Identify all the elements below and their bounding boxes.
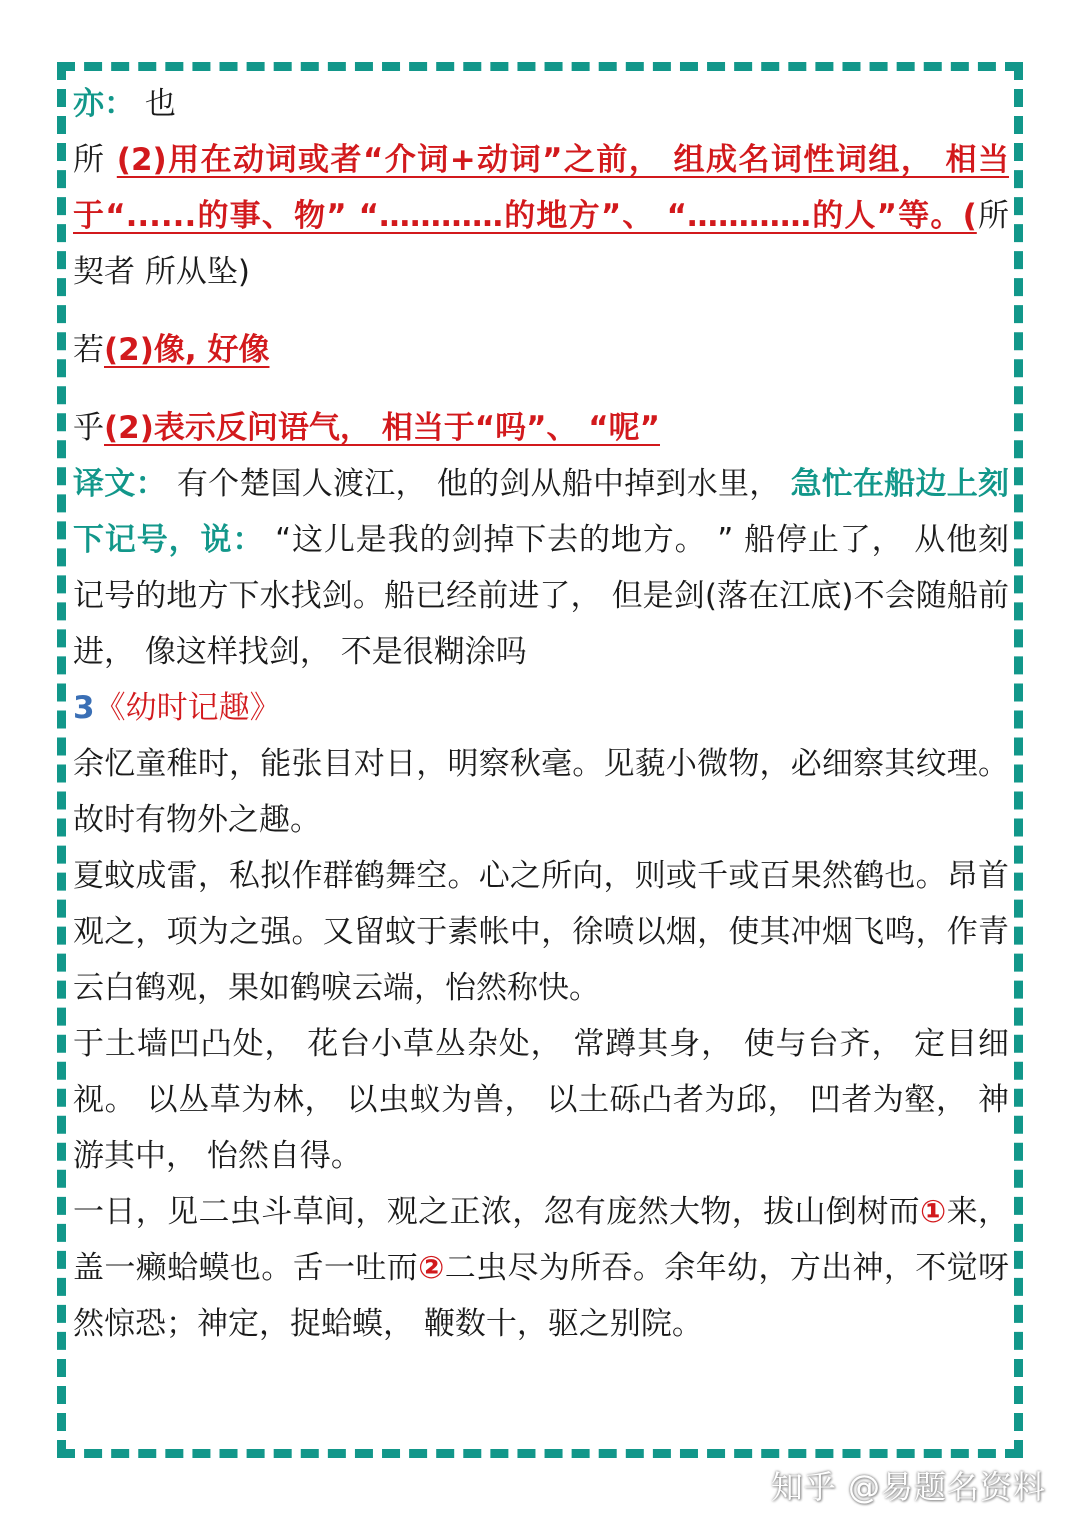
entry-suo-examples: 所契者 所从坠)	[73, 198, 1010, 290]
entry-ruo-definition: (2)像, 好像	[104, 332, 270, 368]
section-number: 3	[73, 690, 95, 726]
section-heading	[73, 680, 1009, 736]
annotation-mark-1: ①	[920, 1194, 947, 1230]
entry-ruo	[73, 322, 1009, 378]
paragraph-1: 余忆童稚时，能张目对日，明察秋毫。见藐小微物，必细察其纹理。故时有物外之趣。	[73, 746, 1009, 838]
paragraph-3: 于土墙凹凸处， 花台小草丛杂处， 常蹲其身， 使与台齐， 定目细视。 以丛草为林， 以虫蚁为兽， 以土砾凸者为邱， 凹者为壑， 神游其中， 怡然自得。	[73, 1026, 1009, 1174]
entry-hu	[73, 400, 1009, 456]
entry-suo-definition: (2)用在动词或者“介词+动词”之前， 组成名词性词组， 相当于“......的事、物” “…………的地方”、 “…………的人”等。(	[73, 142, 1010, 234]
annotation-mark-2: ②	[418, 1250, 445, 1286]
translation-highlight: 急忙在船边上刻下记号，说：	[73, 466, 1010, 558]
section-title: 《幼时记趣》	[94, 690, 281, 726]
paragraph-4-part1: 一日，见二虫斗草间，观之正浓，忽有庞然大物，拔山倒树而	[73, 1194, 921, 1230]
entry-yi-char: 亦：	[73, 86, 135, 122]
translation	[73, 456, 1009, 680]
paragraph-4-part2: 来，盖一癞蛤蟆也。舌一吐而	[73, 1194, 1010, 1286]
entry-yi	[73, 76, 1009, 132]
paragraph-2: 夏蚊成雷，私拟作群鹤舞空。心之所向，则或千或百果然鹤也。昂首观之，项为之强。又留蚊于素帐中，徐喷以烟，使其冲烟飞鸣，作青云白鹤观，果如鹤唳云端，怡然称快。	[73, 858, 1009, 1006]
entry-hu-definition: (2)表示反问语气， 相当于“吗”、 “呢”	[104, 410, 660, 446]
document-body	[73, 76, 1009, 1352]
translation-label: 译文：	[73, 466, 167, 502]
paragraph-4-part3: 二虫尽为所吞。余年幼，方出神，不觉呀然惊恐；神定，捉蛤蟆， 鞭数十，驱之别院。	[73, 1250, 1010, 1342]
translation-part1: 有个楚国人渡江， 他的剑从船中掉到水里，	[166, 466, 791, 502]
paragraph-4	[73, 1184, 1009, 1352]
entry-suo	[73, 132, 1009, 300]
entry-ruo-char: 若	[73, 332, 104, 368]
entry-suo-char: 所	[73, 142, 106, 178]
entry-yi-meaning: 也	[144, 86, 176, 122]
entry-hu-char: 乎	[73, 410, 104, 446]
watermark: 知乎 @易题名资料	[770, 1468, 1046, 1506]
translation-part2: “这儿是我的剑掉下去的地方。 ” 船停止了， 从他刻记号的地方下水找剑。船已经前进了， 但是剑(落在江底)不会随船前进， 像这样找剑， 不是很糊涂吗	[73, 522, 1010, 670]
